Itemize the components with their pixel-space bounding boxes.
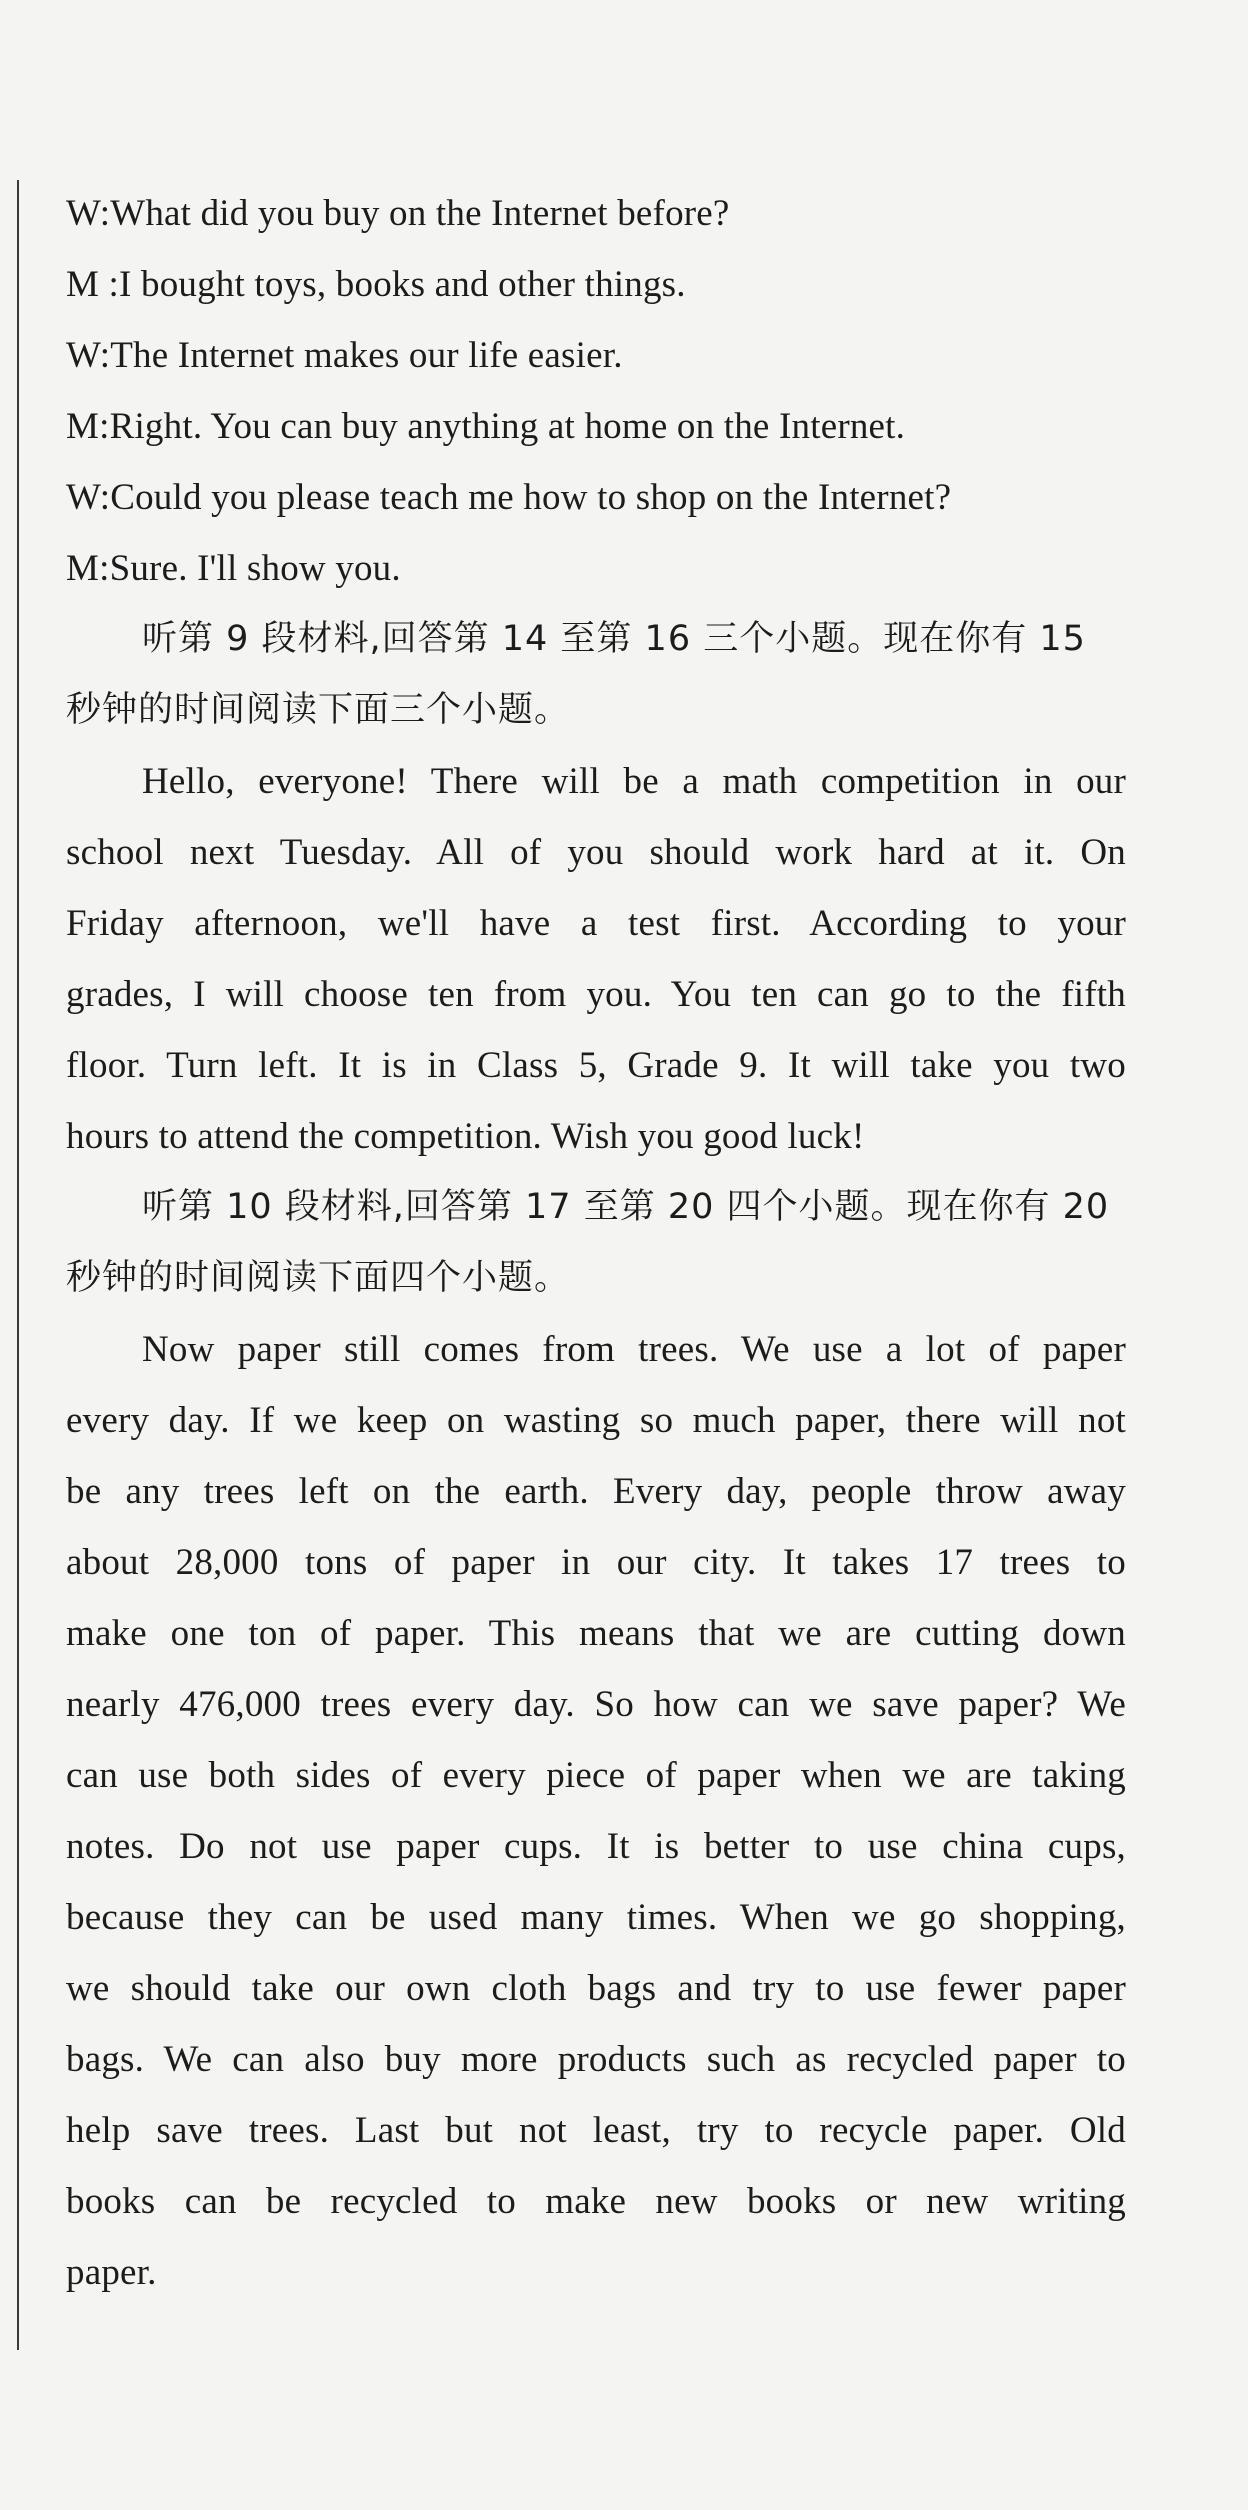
passage-section-10	[66, 1314, 1126, 2308]
passage-section-9	[66, 746, 1126, 1172]
dialogue-section	[66, 178, 1126, 604]
passage-line: Friday afternoon, we'll have a test first. According to your	[66, 903, 1126, 944]
dialogue-line: M:Sure. I'll show you.	[66, 548, 401, 589]
instruction-line: 秒钟的时间阅读下面四个小题。	[66, 1258, 571, 1298]
instruction-line: 秒钟的时间阅读下面三个小题。	[66, 690, 571, 730]
passage-line: help save trees. Last but not least, try to recycle paper. Old	[66, 2110, 1126, 2151]
passage-line: books can be recycled to make new books or new writing	[66, 2181, 1126, 2222]
passage-line: nearly 476,000 trees every day. So how can we save paper? We	[66, 1684, 1126, 1725]
dialogue-line: W:The Internet makes our life easier.	[66, 335, 623, 376]
passage-line: school next Tuesday. All of you should work hard at it. On	[66, 832, 1126, 873]
passage-line: paper.	[66, 2252, 157, 2293]
instruction-line: 听第 9 段材料,回答第 14 至第 16 三个小题。现在你有 15	[142, 619, 1086, 659]
dialogue-line: W:What did you buy on the Internet before?	[66, 193, 730, 234]
page-content	[66, 178, 1126, 2308]
passage-line: every day. If we keep on wasting so much paper, there will not	[66, 1400, 1126, 1441]
passage-line: notes. Do not use paper cups. It is better to use china cups,	[66, 1826, 1126, 1867]
dialogue-line: M :I bought toys, books and other things.	[66, 264, 686, 305]
left-margin-rule	[17, 180, 19, 2350]
passage-line: because they can be used many times. When we go shopping,	[66, 1897, 1126, 1938]
instruction-section-9	[66, 604, 1126, 746]
passage-line: hours to attend the competition. Wish you good luck!	[66, 1116, 865, 1157]
instruction-section-10	[66, 1172, 1126, 1314]
passage-line: make one ton of paper. This means that we are cutting down	[66, 1613, 1126, 1654]
passage-line: be any trees left on the earth. Every day, people throw away	[66, 1471, 1126, 1512]
dialogue-line: W:Could you please teach me how to shop on the Internet?	[66, 477, 952, 518]
dialogue-line: M:Right. You can buy anything at home on the Internet.	[66, 406, 906, 447]
instruction-line: 听第 10 段材料,回答第 17 至第 20 四个小题。现在你有 20	[142, 1187, 1110, 1227]
passage-line: Hello, everyone! There will be a math competition in our	[142, 761, 1126, 802]
passage-line: floor. Turn left. It is in Class 5, Grade 9. It will take you two	[66, 1045, 1126, 1086]
passage-line: about 28,000 tons of paper in our city. It takes 17 trees to	[66, 1542, 1126, 1583]
passage-line: Now paper still comes from trees. We use a lot of paper	[142, 1329, 1126, 1370]
passage-line: grades, I will choose ten from you. You ten can go to the fifth	[66, 974, 1126, 1015]
passage-line: can use both sides of every piece of paper when we are taking	[66, 1755, 1126, 1796]
passage-line: bags. We can also buy more products such as recycled paper to	[66, 2039, 1126, 2080]
passage-line: we should take our own cloth bags and try to use fewer paper	[66, 1968, 1126, 2009]
